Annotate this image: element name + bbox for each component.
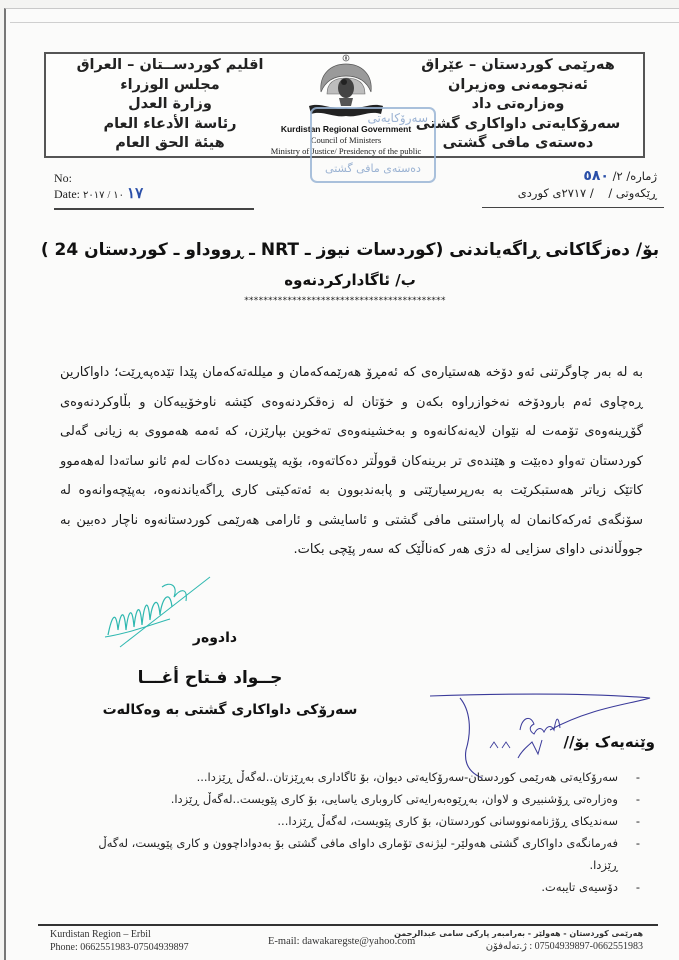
kurdish-line-council: ئەنجومەنی وەزیران [448, 76, 588, 93]
arabic-line-presidency: رئاسة الأدعاء العام [103, 115, 237, 132]
copy-recipient-5: دۆسیەی تایبەت. [541, 880, 618, 894]
official-stamp [310, 107, 436, 183]
footer-location: Kurdistan Region – Erbil [50, 929, 151, 940]
footer-phone-kurdish: 07504939897-0662551983 : ژ.تەلەفۆن [485, 941, 643, 952]
bullet-dash: - [635, 836, 640, 850]
footer-email: E-mail: dawakaregste@yahoo.com [268, 936, 416, 947]
kurdish-line-ministry: وەزارەتی داد [471, 96, 565, 112]
arabic-line-region: اقليم كوردســتان – العراق [76, 57, 264, 73]
reference-english: No: Date: ١٧ ١٠ / ٢٠١٧ [54, 171, 144, 202]
list-item [40, 876, 640, 898]
arabic-line-authority: هيئة الحق العام [115, 135, 225, 151]
subject-heading: ب/ ئاگادارکردنەوە [284, 271, 416, 289]
date-month: ١٠ [113, 190, 125, 201]
letterhead-kurdish [413, 56, 623, 154]
ministry-english: Ministry of Justice/ Presidency of the public [270, 146, 422, 156]
footer-address-kurdish [394, 927, 643, 953]
government-name-english: Kurdistan Regional Government [280, 124, 412, 134]
reference-kurdish [518, 168, 657, 202]
footer-address-english [50, 928, 189, 954]
copy-recipient-2: وەزارەتی ڕۆشنبیری و لاوان، بەڕێوەبەرایەتی کاروباری یاسایی، بۆ کاری پێویست..لەگەڵ ڕێزدا. [170, 792, 618, 806]
copies-heading: وێنەیەک بۆ// [563, 733, 655, 751]
bullet-dash: - [635, 792, 640, 806]
kurdish-line-region: هەرێمی کوردستان – عێراق [421, 57, 615, 73]
separator-stars: ****************************************** [244, 296, 446, 306]
date-label: Date: [54, 187, 80, 201]
signatory-role: دادوەر [192, 630, 238, 646]
footer-rule [38, 924, 658, 926]
signatory-name: جــواد فـتاح أغـــا [137, 668, 283, 688]
letterhead-arabic [70, 56, 270, 154]
reference-rule-right [482, 207, 664, 208]
bullet-dash: - [635, 814, 640, 828]
footer-phone: Phone: 0662551983-07504939897 [50, 942, 189, 953]
kurdish-line-presidency: سەرۆکایەتی داواکاری گشتی [415, 115, 621, 132]
list-item [40, 788, 640, 810]
stamp-line-1: سەرۆکایەتی [367, 111, 428, 125]
list-item [40, 766, 640, 788]
addressee-heading: بۆ/ دەزگاکانی ڕاگەیاندنی (کوردسات نیوز ـ NRT ـ ڕووداو ـ کوردستان 24 ) [40, 240, 660, 260]
copy-recipient-4: فەرمانگەی داواکاری گشتی هەولێر- لیژنەی تۆماری داوای مافی گشتی بۆ بەدواداچوون و کاری پێویست، لەگەڵ ڕێزدا. [98, 836, 618, 872]
list-item [40, 832, 640, 876]
number-label: ژمارە/ ٢/ [612, 169, 657, 183]
footer-location-kurdish: هەرێمی کوردستان - هەولێر - بەرامبەر پارکی سامی عبدالرحمن [394, 929, 643, 938]
no-label: No: [54, 171, 72, 185]
body-paragraph: بە لە بەر چاوگرتنی ئەو دۆخە هەستیارەی کە ئەمڕۆ هەرێمەکەمان و میللەتەکەمان پێدا تێدەپەڕێت؛ داواکارین ڕەچاوی ئەم بارودۆخە نەخوازراوە بکەن و خۆتان لە زەقکردنەوەی کێشە ناوخۆییەکان و بڵاوکردنەوەی گۆڕینەوەی تۆمەت لە نێوان لایەنەکانەوە و بەخشینەوەی تەخوین بپارێزن، کە ئەمە هەمووی بە زیانی گەلی کوردستان تەواو دەبێت و هێندەی تر برینەکان قووڵتر دەکاتەوە، بۆیە پێویست دەکات لەم ئانو ساتەدا لەهەموو کاتێک زیاتر هەستبکرێت بە بەرپرسیارێتی و پابەندبوون بە ئەتەکیتی کاری ڕاگەیاندنەوە، بەپێچەوانەوە لە سۆنگەی ئەرکەکانمان لە پاراستنی مافی گشتی و ئاسایشی و ئارامی هەرێمی کوردستانەوە ناچار دەبین بە جووڵاندنی داوای سزایی لە دژی هەر کەناڵێک کە سەر پێچی بکات. [60, 365, 643, 557]
reference-rule-left [54, 208, 254, 210]
kurdish-line-authority: دەستەی مافی گشتی [442, 135, 594, 151]
date-year: ٢٠١٧ [83, 190, 105, 201]
signatory-position: سەرۆکی داواکاری گشتی بە وەکالەت [102, 702, 358, 718]
copies-list [40, 766, 640, 898]
council-of-ministers-english: Council of Ministers [310, 135, 382, 145]
stamp-line-2: دەستەی مافی گشتی [325, 162, 421, 175]
date-day-handwritten: ١٧ [127, 186, 144, 202]
list-item [40, 810, 640, 832]
page-edge-line [10, 22, 679, 23]
copy-recipient-1: سەرۆکایەتی هەرێمی کوردستان-سەرۆکایەتی دیوان، بۆ ئاگاداری بەڕێزتان..لەگەڵ ڕێزدا... [196, 770, 618, 784]
copy-recipient-3: سەندیکای ڕۆژنامەنووسانی کوردستان، بۆ کاری پێویست، لەگەڵ ڕێزدا... [277, 814, 618, 828]
bullet-dash: - [635, 770, 640, 784]
bullet-dash: - [635, 880, 640, 894]
arabic-line-council: مجلس الوزراء [120, 76, 220, 93]
number-value-handwritten: ٥٨٠ [583, 168, 609, 184]
arabic-line-ministry: وزارة العدل [128, 96, 212, 112]
kurdish-date-label: ڕێکەوتی / [608, 186, 657, 200]
kurdish-date-value: / ٢٧١٧ی کوردی [517, 186, 594, 200]
